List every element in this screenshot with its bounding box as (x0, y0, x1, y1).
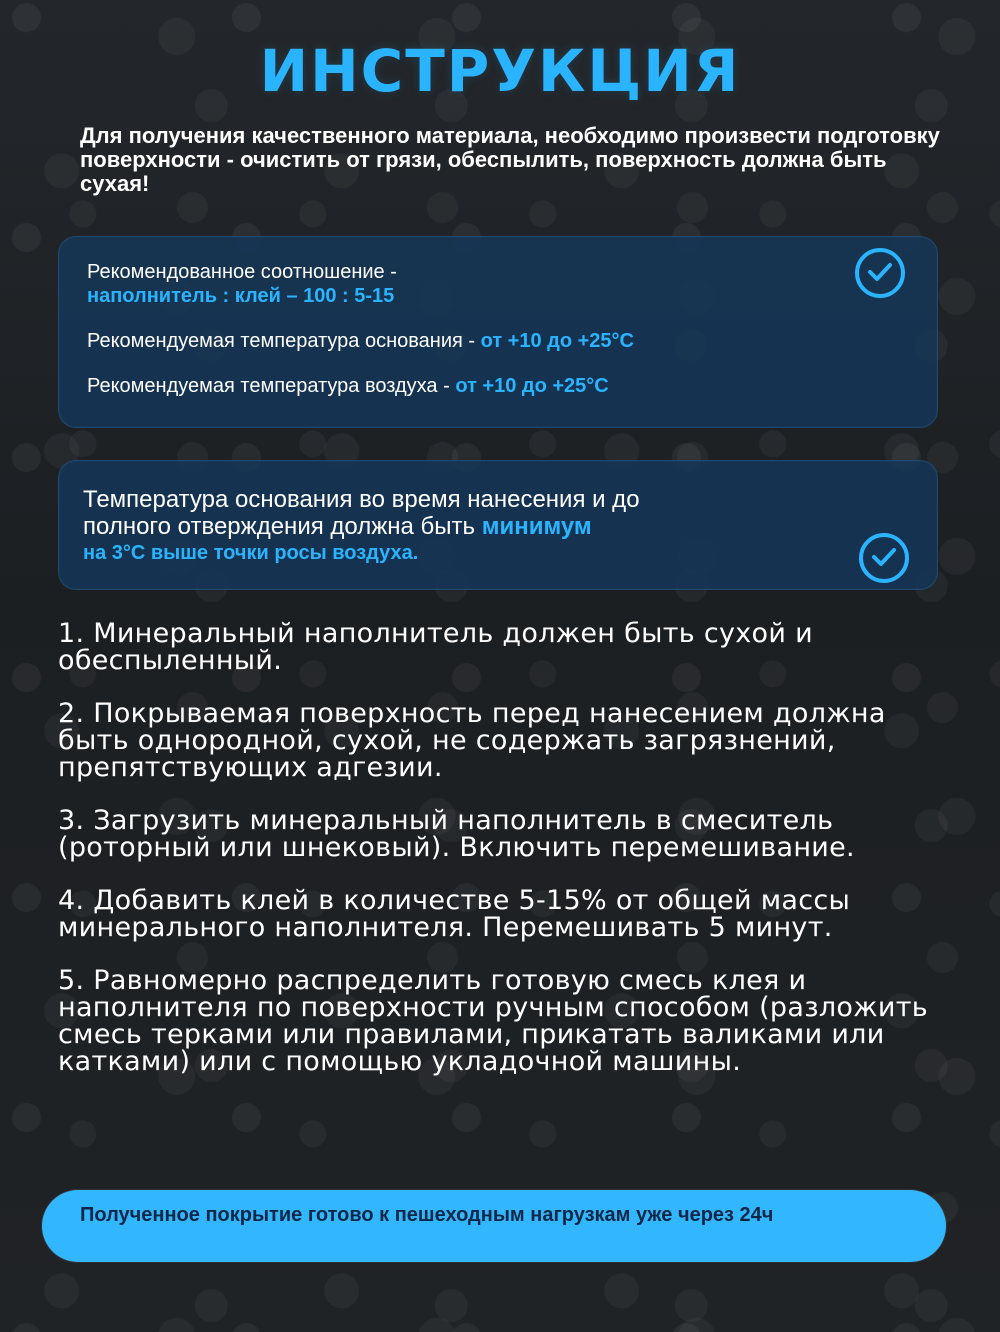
dew-point-box (58, 460, 938, 590)
intro-text: Для получения качественного материала, необходимо произвести подготовку поверхности - очистить от грязи, обеспылить, поверхность должна быть сухая! (80, 123, 940, 196)
dew-point-line-1: Температура основания во время нанесения и до (83, 486, 640, 513)
base-temperature-label: Рекомендуемая температура основания - (87, 330, 476, 352)
check-circle-icon (855, 248, 905, 298)
base-temperature-value: от +10 до +25°С (480, 330, 634, 352)
ratio-value: наполнитель : клей – 100 : 5-15 (87, 285, 395, 307)
page-title: ИНСТРУКЦИЯ (259, 37, 741, 105)
step-3: 3. Загрузить минеральный наполнитель в смеситель (роторный или шнековый). Включить перемешивание. (58, 805, 855, 863)
bottom-note-banner: Полученное покрытие готово к пешеходным нагрузкам уже через 24ч (42, 1190, 946, 1262)
dew-point-line-2-accent: минимум (481, 513, 592, 540)
dew-point-line-2 (83, 513, 592, 540)
check-circle-icon (859, 533, 909, 583)
dew-point-line-2-prefix: полного отверждения должна быть (83, 513, 476, 540)
dew-point-line-3: на 3°С выше точки росы воздуха. (83, 542, 419, 564)
base-temperature-line (87, 329, 634, 353)
step-5: 5. Равномерно распределить готовую смесь клея и наполнителя по поверхности ручным способом (разложить смесь терками или правилами, прикатать валиками или катками) или с помощью укладочной машины. (58, 965, 928, 1077)
step-2: 2. Покрываемая поверхность перед нанесением должна быть однородной, сухой, не содержать загрязнений, препятствующих адгезии. (58, 698, 886, 783)
air-temperature-line (87, 374, 609, 398)
step-1: 1. Минеральный наполнитель должен быть сухой и обеспыленный. (58, 618, 813, 676)
air-temperature-label: Рекомендуемая температура воздуха - (87, 375, 450, 397)
ratio-label: Рекомендованное соотношение - (87, 261, 397, 283)
air-temperature-value: от +10 до +25°С (455, 375, 609, 397)
instruction-steps (58, 620, 948, 1075)
step-4: 4. Добавить клей в количестве 5-15% от общей массы минерального наполнителя. Перемешивать 5 минут. (58, 885, 851, 943)
recommendations-box (58, 236, 938, 428)
